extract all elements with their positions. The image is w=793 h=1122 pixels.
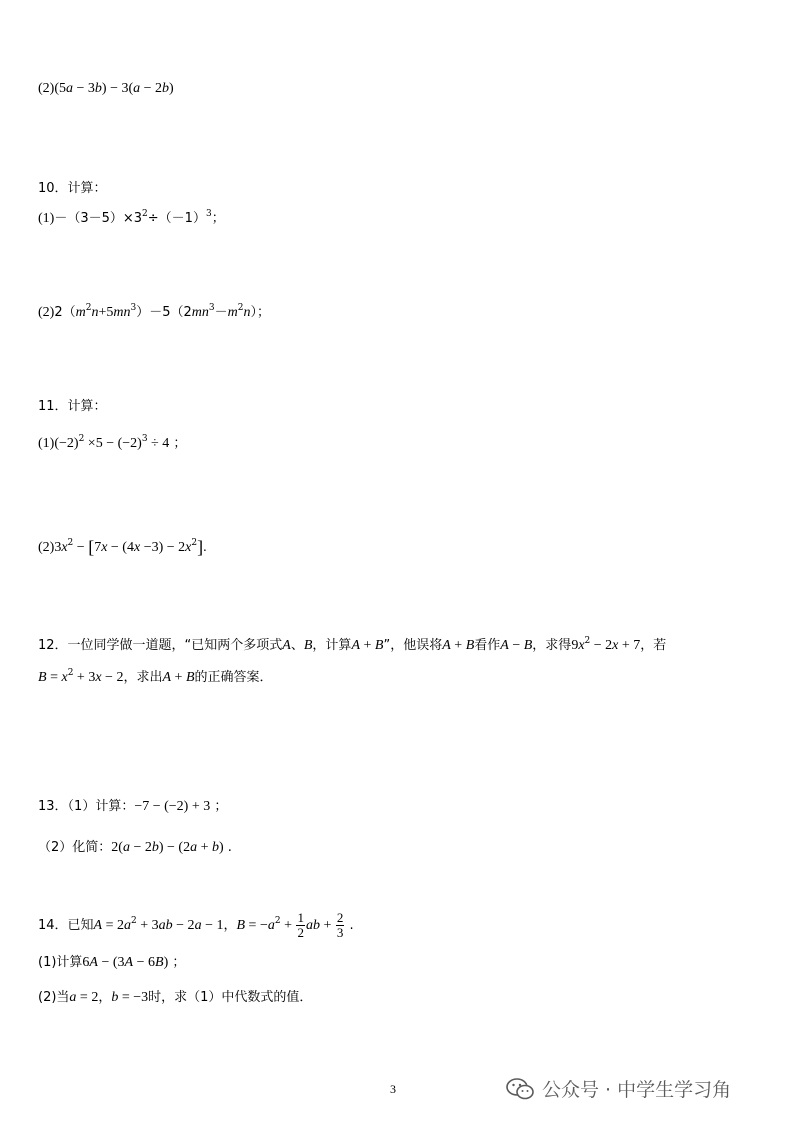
q9-part2-label: (2) [38, 81, 55, 96]
q13-part1: 13．（1）计算：−7 − (−2) + 3 ； [38, 799, 228, 814]
q14-line1: 14．已知$A = 2a^2 + 3ab - 2a - 1$，$B = -a^2$ + $\frac{1}{2}$ ab + $\frac{2}{3}$ . [38, 910, 354, 940]
fraction-two-thirds: $\frac{2}{3}$ [336, 910, 344, 940]
q10-part1: $(1)-(3-5)\times 3^2\div(-1)^3$； [38, 209, 225, 226]
q10-part2: $(2)2(m^2n+5mn^3)-5(2mn^3-m^2n)$； [38, 303, 271, 320]
watermark [506, 1075, 731, 1102]
q13-part2: （2）化简：2(a − 2b) − (2a + b) . [38, 840, 232, 855]
q11-title: 11．计算： [38, 399, 107, 414]
q9-part2: (2)(5a − 3b) − 3(a − 2b) [38, 81, 174, 96]
q11-part1: $(1)(-2)^2 \times 5 - (-2)^3 \div 4$ ； [38, 434, 187, 451]
q12-line1: 12．一位同学做一道题，“已知两个多项式A、B，计算A + B”，他误将A + B看作A − B，求得$9x^2 - 2x + 7$，若 [38, 636, 667, 653]
page-number: 3 [390, 1082, 396, 1096]
q11-part2: $(2)3x^2 - [7x - (4x -3) - 2x^2]$. [38, 537, 207, 557]
q14-part1: (1)计算6A − (3A − 6B) ； [38, 955, 186, 970]
q10-title: 10．计算： [38, 181, 107, 196]
q12-line2: $B = x^2 + 3x - 2$，求出A + B的正确答案． [38, 668, 273, 685]
watermark-text: 公众号 · 中学生学习角 [542, 1079, 732, 1101]
q14-part2: (2)当a = 2，b = −3时，求（1）中代数式的值． [38, 990, 313, 1005]
fraction-one-half: $\frac{1}{2}$ [297, 910, 304, 940]
wechat-icon [506, 1077, 534, 1101]
